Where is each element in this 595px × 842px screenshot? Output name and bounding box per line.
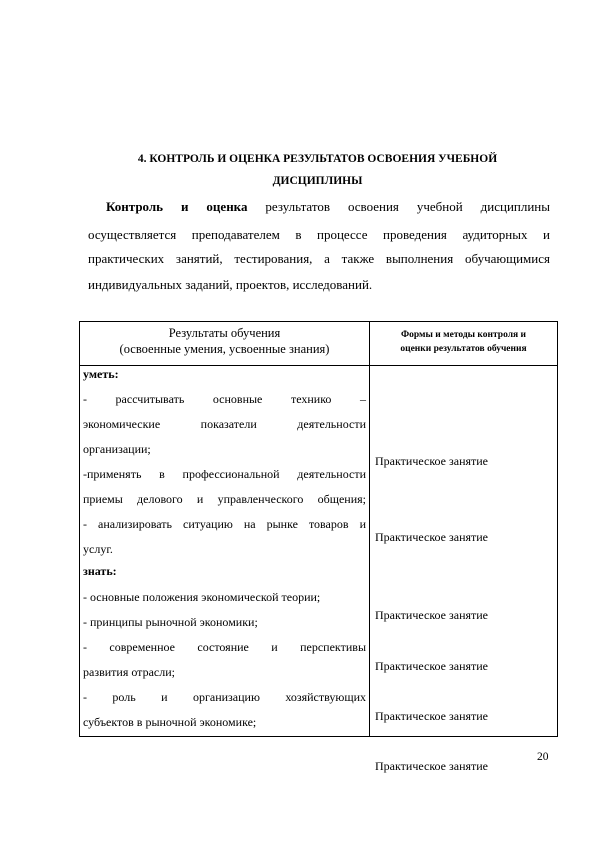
result-line: - рассчитывать основные технико – bbox=[83, 392, 366, 406]
intro-line-1-rest: результатов освоения учебной дисциплины bbox=[247, 199, 550, 214]
header-forms bbox=[370, 322, 558, 366]
section-heading-line1: 4. КОНТРОЛЬ И ОЦЕНКА РЕЗУЛЬТАТОВ ОСВОЕНИЯ УЧЕБНОЙ bbox=[137, 153, 498, 165]
form-item: Практическое занятие bbox=[375, 454, 489, 468]
form-item: Практическое занятие bbox=[375, 530, 489, 544]
intro-line-1 bbox=[88, 199, 550, 215]
result-line: знать: bbox=[83, 564, 117, 578]
result-line: - роль и организацию хозяйствующих bbox=[83, 690, 366, 704]
result-line: субъектов в рыночной экономике; bbox=[83, 715, 257, 729]
result-line: -применять в профессиональной деятельности bbox=[83, 467, 366, 481]
table-body-row bbox=[80, 366, 558, 737]
result-line: уметь: bbox=[83, 367, 119, 381]
table-header-row bbox=[80, 322, 558, 366]
intro-line-2: осуществляется преподавателем в процессе проведения аудиторных и bbox=[88, 227, 550, 242]
result-line: - принципы рыночной экономики; bbox=[83, 615, 258, 629]
intro-line-4: индивидуальных заданий, проектов, исследований. bbox=[88, 277, 373, 292]
result-line: - основные положения экономической теории; bbox=[83, 590, 321, 604]
page-number: 20 bbox=[537, 751, 549, 763]
header-forms-line2: оценки результатов обучения bbox=[400, 344, 527, 354]
header-forms-line1: Формы и методы контроля и bbox=[400, 330, 527, 340]
form-item: Практическое занятие bbox=[375, 759, 489, 773]
result-line: - современное состояние и перспективы bbox=[83, 640, 366, 654]
header-results-line1: Результаты обучения bbox=[168, 326, 281, 340]
header-results bbox=[80, 322, 370, 366]
form-item: Практическое занятие bbox=[375, 659, 489, 673]
result-line: организации; bbox=[83, 442, 151, 456]
result-line: развития отрасли; bbox=[83, 665, 175, 679]
result-line: - анализировать ситуацию на рынке товаров и bbox=[83, 517, 366, 531]
intro-bold-start: Контроль и оценка bbox=[106, 199, 248, 214]
results-cell bbox=[80, 366, 370, 737]
header-results-line2: (освоенные умения, усвоенные знания) bbox=[119, 342, 330, 356]
result-line: приемы делового и управленческого общения; bbox=[83, 492, 366, 506]
section-heading-line2: ДИСЦИПЛИНЫ bbox=[272, 175, 363, 187]
intro-line-3: практических занятий, тестирования, а также выполнения обучающимися bbox=[88, 251, 550, 266]
form-item: Практическое занятие bbox=[375, 709, 489, 723]
form-item: Практическое занятие bbox=[375, 608, 489, 622]
result-line: услуг. bbox=[83, 542, 113, 556]
result-line: экономические показатели деятельности bbox=[83, 417, 366, 431]
